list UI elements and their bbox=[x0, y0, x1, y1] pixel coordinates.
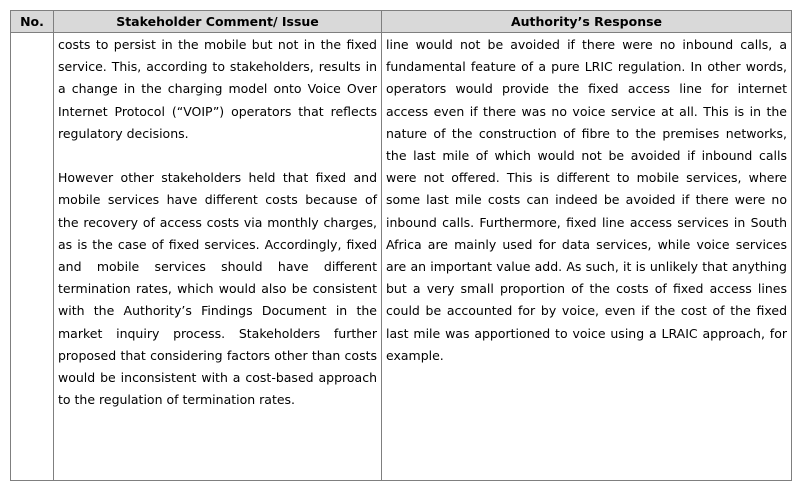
table-row bbox=[11, 33, 792, 481]
header-stakeholder-comment: Stakeholder Comment/ Issue bbox=[54, 11, 382, 33]
stakeholder-comment-cell bbox=[54, 33, 382, 481]
response-paragraph: line would not be avoided if there were no inbound calls, a fundamental feature of a pure LRIC regulation. In other words, operators would provide the fixed access line for internet access even if there was no voice service at all. This is in the nature of the construction of fibre to the premises networks, the last mile of which would not be avoided if inbound calls were not offered. This is different to mobile services, where some last mile costs can indeed be avoided if there were no inbound calls. Furthermore, fixed line access services in South Africa are mainly used for data services, while voice services are an important value add. As such, it is unlikely that anything but a very small proportion of the costs of fixed access lines could be accounted for by voice, even if the cost of the fixed last mile was apportioned to voice using a LRAIC approach, for example. bbox=[386, 37, 787, 363]
table-header-row bbox=[11, 11, 792, 33]
submissions-table bbox=[10, 10, 792, 481]
header-no: No. bbox=[11, 11, 54, 33]
authority-response-cell bbox=[382, 33, 792, 481]
header-authority-response: Authority’s Response bbox=[382, 11, 792, 33]
comment-paragraph: However other stakeholders held that fixed and mobile services have different costs because of the recovery of access costs via monthly charges, as is the case of fixed services. Accordingly, fixed and mobile services should have different termination rates, which would also be consistent with the Authority’s Findings Document in the market inquiry process. Stakeholders further proposed that considering factors other than costs would be inconsistent with a cost-based approach to the regulation of termination rates. bbox=[58, 170, 377, 408]
row-number-cell bbox=[11, 33, 54, 481]
comment-paragraph: costs to persist in the mobile but not in the fixed service. This, according to stakeholders, results in a change in the charging model onto Voice Over Internet Protocol (“VOIP”) operators that reflects regulatory decisions. bbox=[58, 37, 377, 141]
